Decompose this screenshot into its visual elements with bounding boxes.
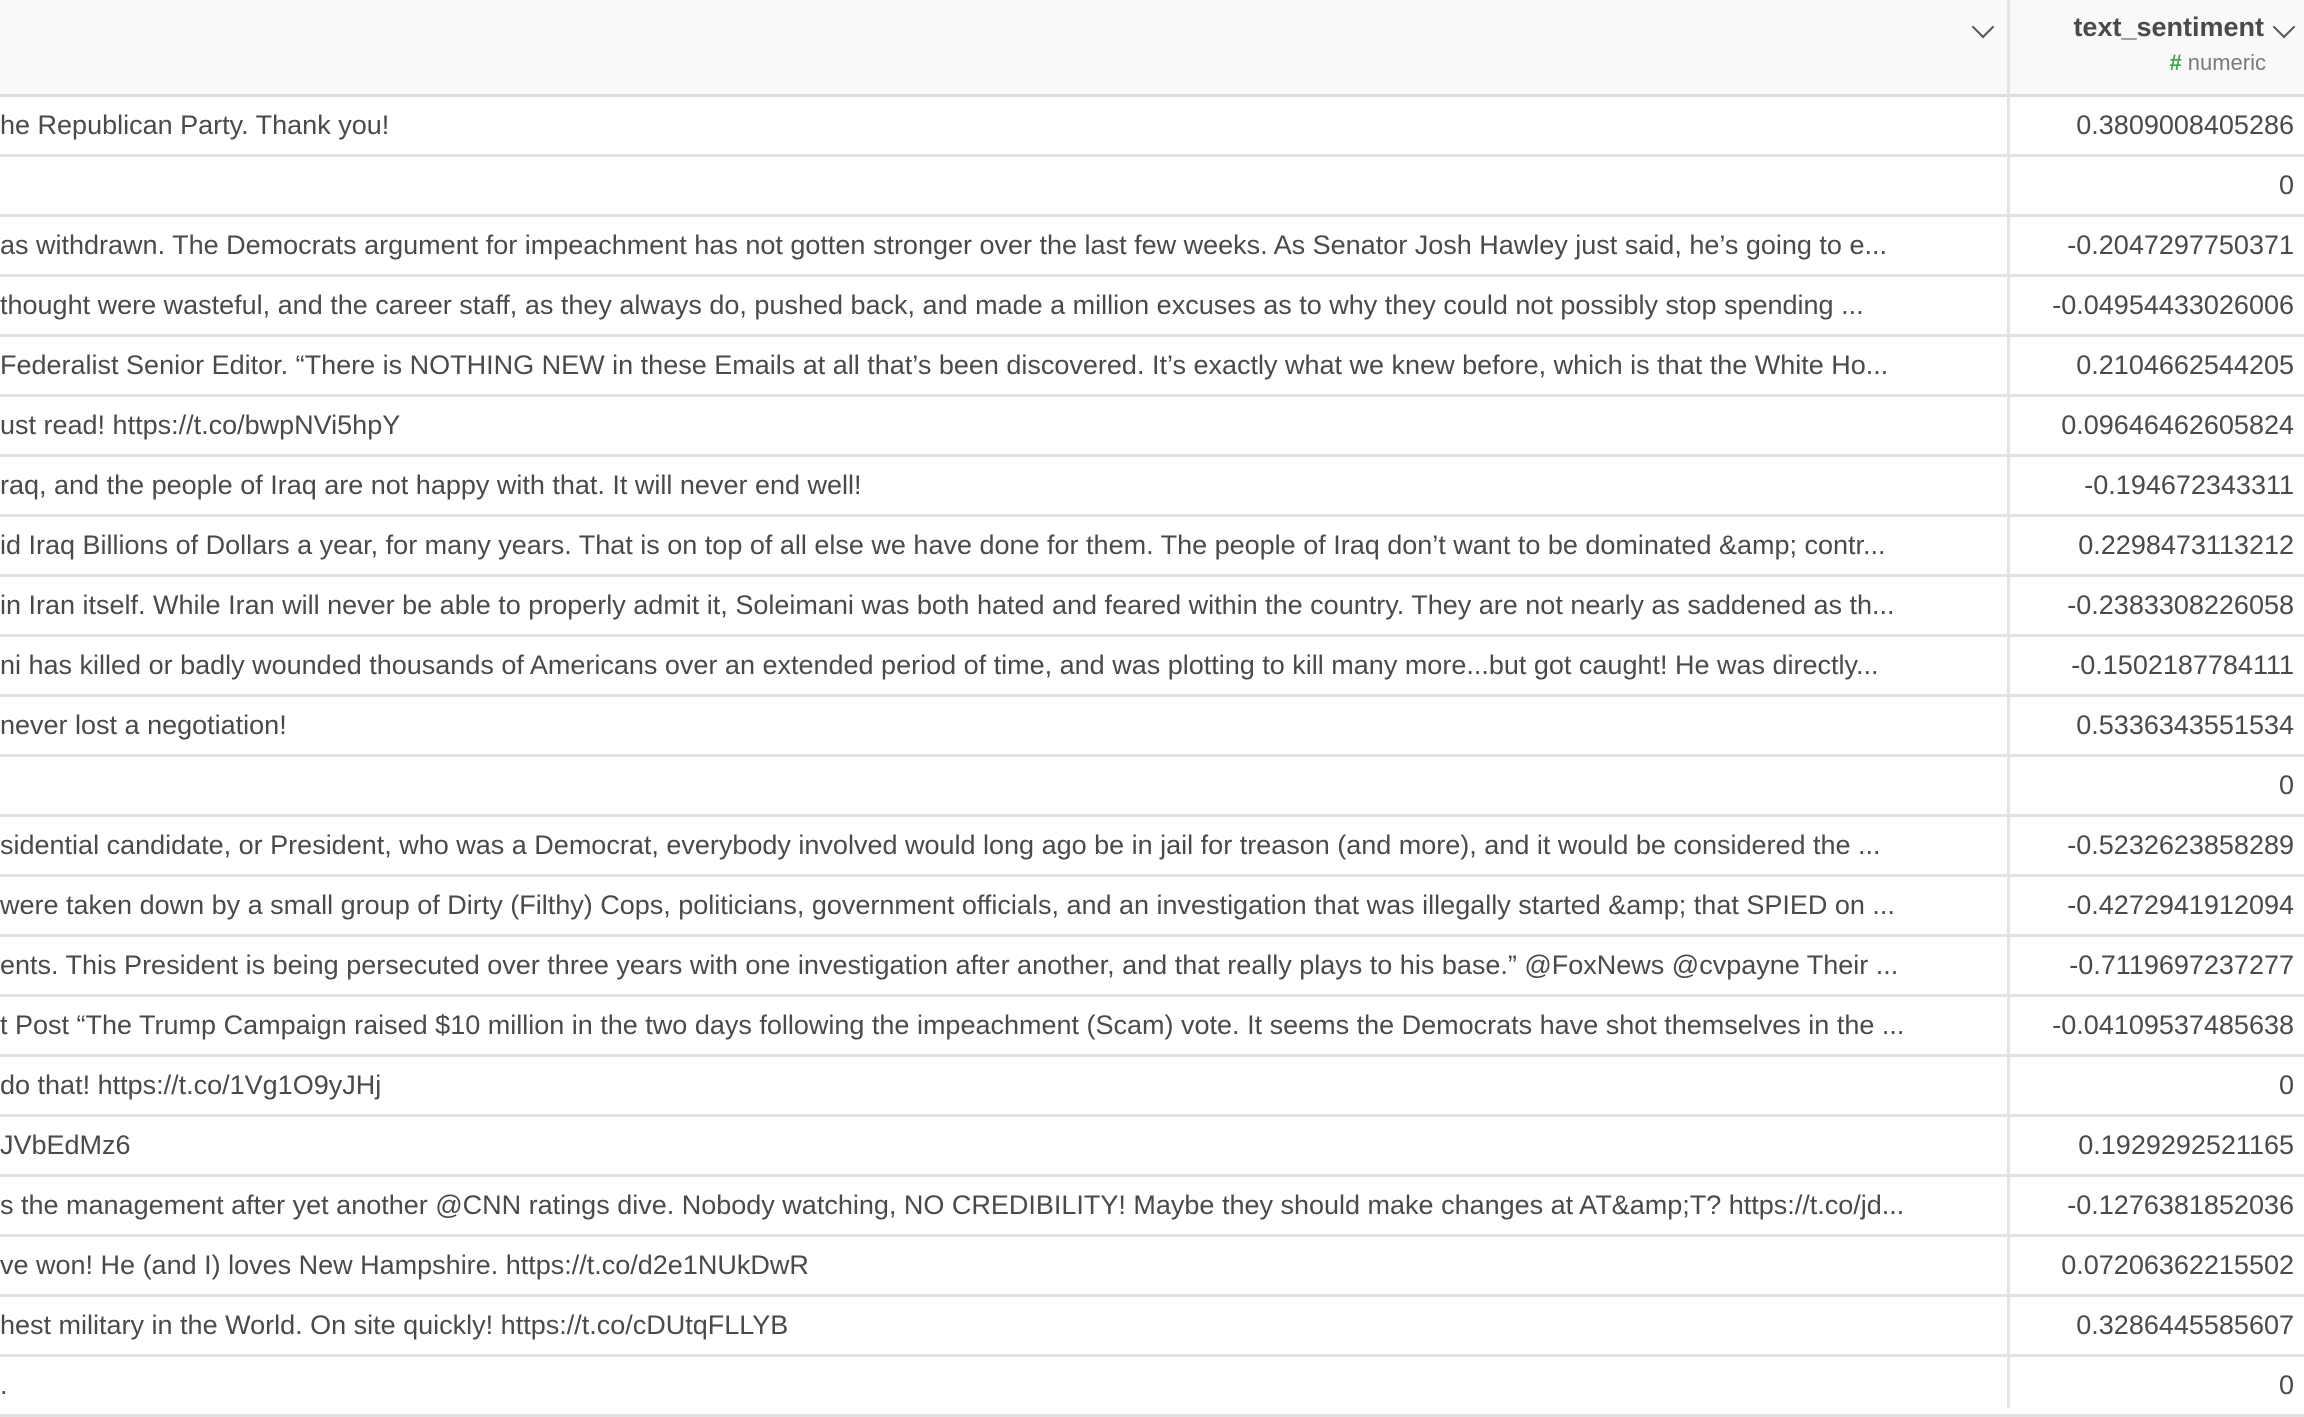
sentiment-cell[interactable]: 0 <box>2278 170 2294 200</box>
text-cell[interactable]: s the management after yet another @CNN ratings dive. Nobody watching, NO CREDIBILITY! Maybe they should make changes at AT&amp;T? https://t.co/jd... <box>0 1190 1905 1220</box>
text-cell[interactable]: were taken down by a small group of Dirty (Filthy) Cops, politicians, government officials, and an investigation that was illegally started &amp; that SPIED on ... <box>0 890 1895 920</box>
text-cell[interactable]: ust read! https://t.co/bwpNVi5hpY <box>0 410 401 440</box>
sentiment-cell[interactable]: -0.2383308226058 <box>2067 590 2294 620</box>
text-cell[interactable]: hest military in the World. On site quickly! https://t.co/cDUtqFLLYB <box>0 1310 789 1340</box>
sentiment-cell[interactable]: 0 <box>2278 770 2294 800</box>
text-cell[interactable]: Federalist Senior Editor. “There is NOTHING NEW in these Emails at all that’s been discovered. It’s exactly what we knew before, which is that the White Ho... <box>0 350 1889 380</box>
table-row[interactable] <box>0 157 2304 217</box>
sentiment-cell[interactable]: 0.3286445585607 <box>2076 1310 2294 1340</box>
table-row[interactable] <box>0 1237 2304 1297</box>
table-row[interactable] <box>0 517 2304 577</box>
sentiment-cell[interactable]: 0 <box>2278 1370 2294 1400</box>
table-row[interactable] <box>0 577 2304 637</box>
text-cell[interactable]: sidential candidate, or President, who was a Democrat, everybody involved would long ago be in jail for treason (and more), and it would be considered the ... <box>0 830 1881 860</box>
sentiment-cell[interactable]: 0.09646462605824 <box>2061 410 2294 440</box>
column-header-text-sentiment[interactable] <box>2010 0 2304 94</box>
sentiment-cell[interactable]: 0.07206362215502 <box>2061 1250 2294 1280</box>
grid-header <box>0 0 2304 97</box>
sentiment-cell[interactable]: 0.2104662544205 <box>2076 350 2294 380</box>
text-cell[interactable]: . <box>0 1370 8 1400</box>
table-row[interactable] <box>0 337 2304 397</box>
sentiment-cell[interactable]: -0.4272941912094 <box>2067 890 2294 920</box>
sentiment-cell[interactable]: 0.3809008405286 <box>2076 110 2294 140</box>
table-row[interactable] <box>0 217 2304 277</box>
table-row[interactable] <box>0 1357 2304 1417</box>
text-cell[interactable]: raq, and the people of Iraq are not happy with that. It will never end well! <box>0 470 862 500</box>
column-name: text_sentiment <box>2073 12 2264 42</box>
numeric-type-icon: # <box>2169 50 2182 75</box>
text-cell[interactable]: do that! https://t.co/1Vg1O9yJHj <box>0 1070 382 1100</box>
column-type <box>2170 50 2267 76</box>
table-row[interactable] <box>0 757 2304 817</box>
column-header-text[interactable] <box>0 0 2008 94</box>
text-cell[interactable]: never lost a negotiation! <box>0 710 287 740</box>
sentiment-cell[interactable]: -0.04954433026006 <box>2052 290 2294 320</box>
sentiment-cell[interactable]: 0.5336343551534 <box>2076 710 2294 740</box>
table-row[interactable] <box>0 97 2304 157</box>
sentiment-cell[interactable]: -0.1502187784111 <box>2071 650 2294 680</box>
text-cell[interactable]: ni has killed or badly wounded thousands of Americans over an extended period of time, and was plotting to kill many more...but got caught! He was directly... <box>0 650 1879 680</box>
table-row[interactable] <box>0 1057 2304 1117</box>
text-cell[interactable]: id Iraq Billions of Dollars a year, for many years. That is on top of all else we have done for them. The people of Iraq don’t want to be dominated &amp; contr... <box>0 530 1886 560</box>
table-row[interactable] <box>0 817 2304 877</box>
text-cell[interactable]: ents. This President is being persecuted over three years with one investigation after another, and that really plays to his base.” @FoxNews @cvpayne Their ... <box>0 950 1899 980</box>
sentiment-cell[interactable]: -0.7119697237277 <box>2069 950 2294 980</box>
table-row[interactable] <box>0 697 2304 757</box>
sentiment-cell[interactable]: -0.2047297750371 <box>2067 230 2294 260</box>
table-row[interactable] <box>0 277 2304 337</box>
sentiment-cell[interactable]: -0.194672343311 <box>2084 470 2294 500</box>
sentiment-cell[interactable]: -0.04109537485638 <box>2052 1010 2294 1040</box>
text-cell[interactable] <box>0 757 1984 814</box>
chevron-down-icon[interactable] <box>2273 16 2296 39</box>
table-row[interactable] <box>0 937 2304 997</box>
sentiment-cell[interactable]: -0.5232623858289 <box>2067 830 2294 860</box>
text-cell[interactable]: he Republican Party. Thank you! <box>0 110 390 140</box>
grid-body <box>0 97 2304 1417</box>
table-row[interactable] <box>0 997 2304 1057</box>
table-row[interactable] <box>0 397 2304 457</box>
chevron-down-icon[interactable] <box>1972 16 1995 39</box>
text-cell[interactable]: thought were wasteful, and the career staff, as they always do, pushed back, and made a million excuses as to why they could not possibly stop spending ... <box>0 290 1864 320</box>
text-cell[interactable] <box>0 157 1984 214</box>
table-row[interactable] <box>0 457 2304 517</box>
text-cell[interactable]: ve won! He (and I) loves New Hampshire. https://t.co/d2e1NUkDwR <box>0 1250 809 1280</box>
text-cell[interactable]: as withdrawn. The Democrats argument for impeachment has not gotten stronger over the last few weeks. As Senator Josh Hawley just said, he’s going to e... <box>0 230 1887 260</box>
sentiment-cell[interactable]: 0.2298473113212 <box>2078 530 2294 560</box>
sentiment-cell[interactable]: 0 <box>2278 1070 2294 1100</box>
table-row[interactable] <box>0 1117 2304 1177</box>
table-row[interactable] <box>0 877 2304 937</box>
table-row[interactable] <box>0 637 2304 697</box>
table-row[interactable] <box>0 1177 2304 1237</box>
sentiment-cell[interactable]: -0.1276381852036 <box>2067 1190 2294 1220</box>
table-row[interactable] <box>0 1297 2304 1357</box>
text-cell[interactable]: JVbEdMz6 <box>0 1130 131 1160</box>
text-cell[interactable]: t Post “The Trump Campaign raised $10 million in the two days following the impeachment (Scam) vote. It seems the Democrats have shot themselves in the ... <box>0 1010 1905 1040</box>
sentiment-cell[interactable]: 0.1929292521165 <box>2078 1130 2294 1160</box>
column-type-label: numeric <box>2187 50 2266 75</box>
text-cell[interactable]: in Iran itself. While Iran will never be able to properly admit it, Soleimani was both hated and feared within the country. They are not nearly as saddened as th... <box>0 590 1895 620</box>
